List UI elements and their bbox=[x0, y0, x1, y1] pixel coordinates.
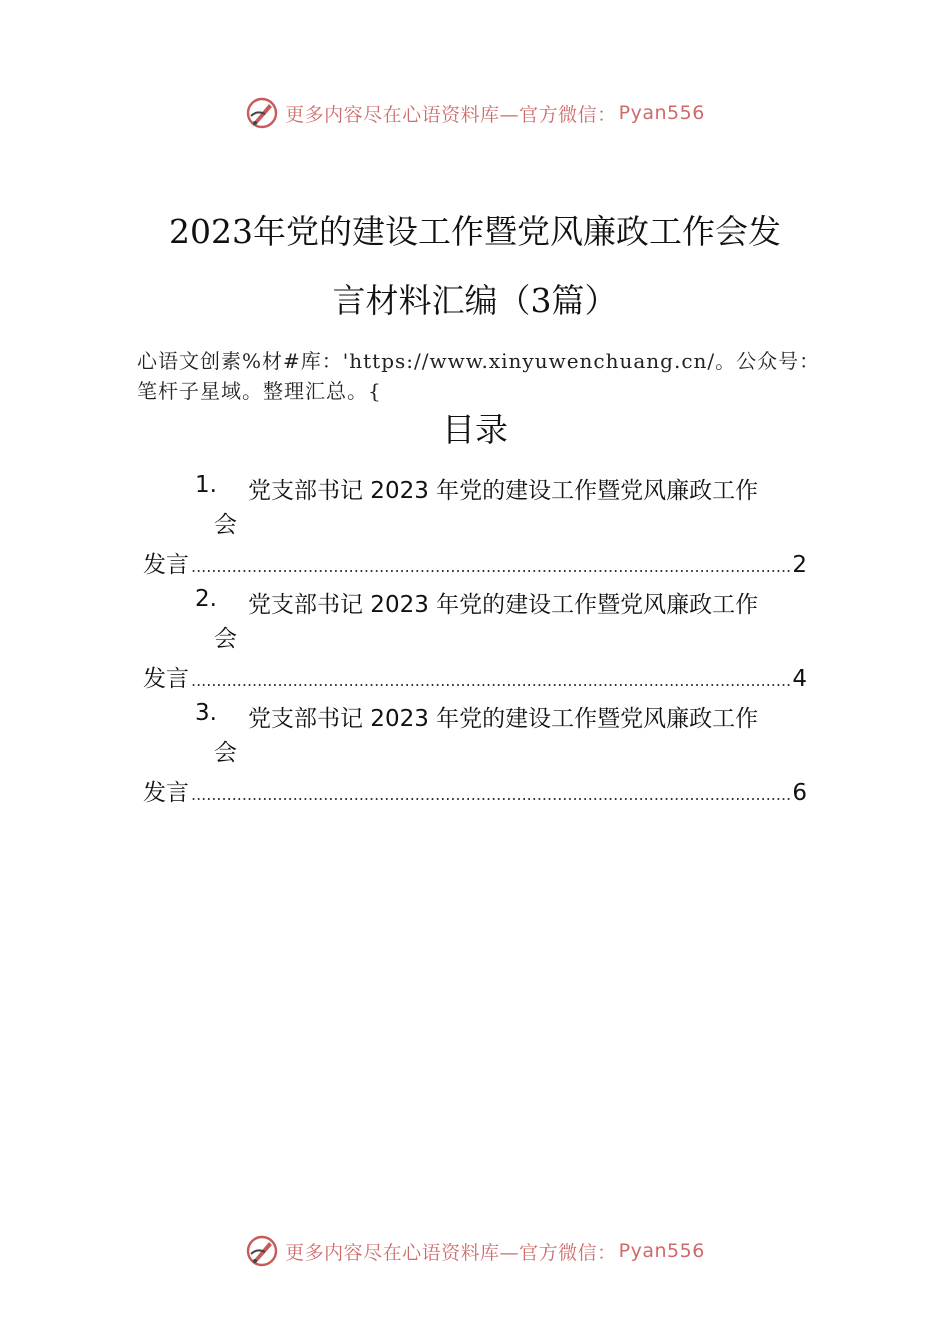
toc-entry-title-wrap: 会 bbox=[214, 512, 237, 538]
toc-dot-leader bbox=[191, 557, 790, 576]
toc-entry-title-end: 发言 bbox=[143, 552, 189, 578]
toc-entry-number: 1. bbox=[195, 472, 217, 498]
toc-entry-title-end: 发言 bbox=[143, 780, 189, 806]
banner-text: 更多内容尽在心语资料库—官方微信： bbox=[285, 1241, 617, 1264]
toc-dot-leader bbox=[191, 671, 790, 690]
quill-logo-icon bbox=[245, 96, 279, 130]
toc-entry-number: 3. bbox=[195, 700, 217, 726]
toc-dot-leader bbox=[191, 785, 790, 804]
document-title-line-1: 2023年党的建设工作暨党风廉政工作会发 bbox=[169, 212, 781, 251]
toc-entry-title: 党支部书记 2023 年党的建设工作暨党风廉政工作 bbox=[248, 706, 759, 732]
quill-logo-icon bbox=[245, 1234, 279, 1268]
toc-entry-page: 6 bbox=[792, 780, 807, 806]
toc-heading: 目录 bbox=[442, 410, 508, 449]
toc-entry-title: 党支部书记 2023 年党的建设工作暨党风廉政工作 bbox=[248, 478, 759, 504]
toc-entry-number: 2. bbox=[195, 586, 217, 612]
document-title-line-2: 言材料汇编（3篇） bbox=[332, 281, 618, 320]
toc-entry-title: 党支部书记 2023 年党的建设工作暨党风廉政工作 bbox=[248, 592, 759, 618]
toc-entry-page: 2 bbox=[792, 552, 807, 578]
toc-entry-leader-line bbox=[143, 774, 807, 807]
banner-text: 更多内容尽在心语资料库—官方微信： bbox=[285, 103, 617, 126]
source-note: 心语文创素%材#库：'https://www.xinyuwenchuang.cn/。公众号：笔杆子星域。整理汇总。{ bbox=[137, 349, 821, 403]
footer-watermark-banner bbox=[0, 1234, 950, 1268]
toc-entry-leader-line bbox=[143, 660, 807, 693]
toc-entry-title-wrap: 会 bbox=[214, 626, 237, 652]
header-watermark-banner bbox=[0, 96, 950, 130]
banner-wechat-id: Pyan556 bbox=[618, 102, 705, 124]
banner-wechat-id: Pyan556 bbox=[618, 1240, 705, 1262]
toc-entry-title-end: 发言 bbox=[143, 666, 189, 692]
toc-entry-page: 4 bbox=[792, 666, 807, 692]
toc-entry-leader-line bbox=[143, 546, 807, 579]
toc-entry-title-wrap: 会 bbox=[214, 740, 237, 766]
